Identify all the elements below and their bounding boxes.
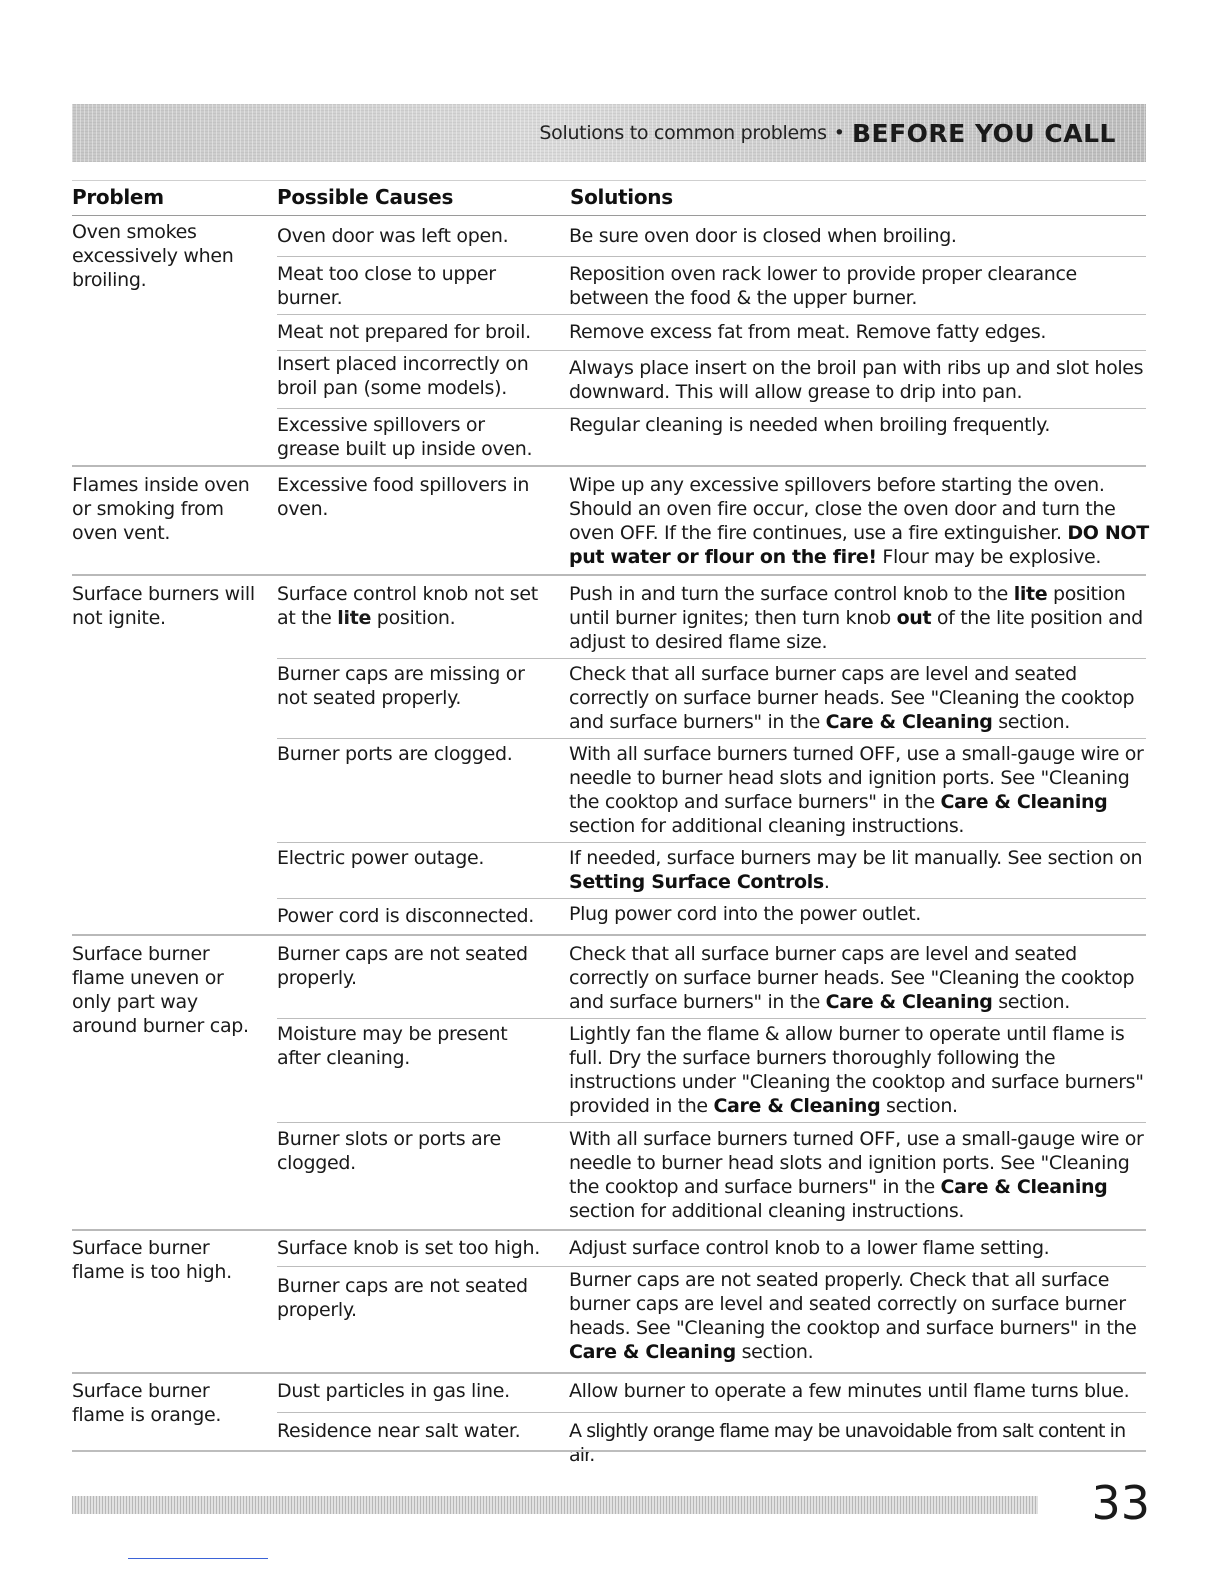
row-divider	[277, 842, 1146, 843]
cause-text: Surface knob is set too high.	[277, 1237, 540, 1259]
problem-text: Flames inside oven or smoking from oven vent.	[72, 474, 250, 544]
group-divider	[72, 465, 1146, 467]
problem-text: Surface burner flame is orange.	[72, 1380, 222, 1426]
solution-text-part: section.	[735, 1341, 814, 1363]
cause-text: Excessive food spillovers in oven.	[277, 474, 530, 520]
group-divider	[72, 934, 1146, 936]
row-divider	[277, 738, 1146, 739]
cause-text-part: position.	[371, 607, 456, 629]
cause-text: Oven door was left open.	[277, 225, 509, 247]
solution-text	[569, 846, 1154, 894]
solution-text-part: If needed, surface burners may be lit manually. See section on	[569, 847, 1143, 869]
problem-text: Surface burner flame uneven or only part way around burner cap.	[72, 943, 249, 1037]
solution-text-part: Check that all surface burner caps are level and seated correctly on surface burner heads. See "Cleaning the cooktop and surface burners" in the	[569, 663, 1135, 733]
cause-text: Burner caps are not seated properly.	[277, 1275, 528, 1321]
solution-text	[569, 473, 1154, 569]
solution-emphasis: Care & Cleaning	[940, 1176, 1108, 1198]
row-divider	[277, 350, 1146, 351]
row-divider	[277, 1122, 1146, 1123]
solution-text-part: of the lite position and adjust to desired flame size.	[569, 607, 1143, 653]
column-header-solutions: Solutions	[570, 185, 673, 209]
solution-text-part: .	[823, 871, 830, 893]
page-number: 33	[1091, 1476, 1150, 1530]
solution-emphasis: Care & Cleaning	[940, 791, 1108, 813]
solution-text	[569, 942, 1154, 1014]
solution-text-part: Push in and turn the surface control knob to the	[569, 583, 1014, 605]
solution-text-part: Lightly fan the flame & allow burner to operate until flame is full. Dry the surface burners thoroughly following the instructions under "Cleaning the cooktop and surface burners" provided in the	[569, 1023, 1144, 1117]
problem-text: Oven smokes excessively when broiling.	[72, 221, 234, 291]
solution-text-part: Flour may be explosive.	[876, 546, 1102, 568]
problem-text: Surface burner flame is too high.	[72, 1237, 232, 1283]
solution-emphasis: DO NOT put water or flour on the fire!	[569, 522, 1149, 568]
solution-text-part: section for additional cleaning instructions.	[569, 815, 965, 837]
solution-text: A slightly orange flame may be unavoidable from salt content in air.	[569, 1420, 1126, 1466]
solution-text-part: position until burner ignites; then turn knob	[569, 583, 1126, 629]
cause-emphasis: lite	[337, 607, 372, 629]
row-divider	[277, 408, 1146, 409]
solution-text: Allow burner to operate a few minutes until flame turns blue.	[569, 1380, 1130, 1402]
group-divider	[72, 574, 1146, 576]
cause-text: Electric power outage.	[277, 847, 485, 869]
row-divider	[277, 898, 1146, 899]
solution-text-part: Check that all surface burner caps are level and seated correctly on surface burner heads. See "Cleaning the cooktop and surface burners" in the	[569, 943, 1135, 1013]
solution-emphasis: out	[896, 607, 932, 629]
cause-text: Residence near salt water.	[277, 1420, 521, 1442]
cause-text: Burner caps are not seated properly.	[277, 943, 528, 989]
footer-mark	[128, 1558, 268, 1559]
solution-text	[569, 662, 1154, 734]
solution-text	[569, 1022, 1154, 1118]
cause-text-part: Surface control knob not set at the	[277, 583, 538, 629]
cause-text	[277, 582, 547, 630]
solution-emphasis: Care & Cleaning	[825, 711, 993, 733]
cause-text: Insert placed incorrectly on broil pan (some models).	[277, 353, 529, 399]
table-bottom-divider	[72, 1450, 1146, 1452]
column-header-causes: Possible Causes	[277, 185, 454, 209]
row-divider	[277, 1266, 1146, 1267]
banner-separator: •	[833, 122, 845, 144]
column-header-problem: Problem	[72, 185, 164, 209]
solution-emphasis: lite	[1013, 583, 1048, 605]
banner-subtitle: Solutions to common problems	[539, 122, 827, 144]
group-divider	[72, 1229, 1146, 1231]
section-banner	[72, 104, 1146, 162]
solution-text: Always place insert on the broil pan with ribs up and slot holes downward. This will allow grease to drip into pan.	[569, 357, 1144, 403]
cause-text: Meat too close to upper burner.	[277, 263, 496, 309]
row-divider	[277, 1018, 1146, 1019]
cause-text: Burner ports are clogged.	[277, 743, 513, 765]
row-divider	[277, 658, 1146, 659]
cause-text: Burner slots or ports are clogged.	[277, 1128, 501, 1174]
problem-text: Surface burners will not ignite.	[72, 583, 255, 629]
solution-text-part: section.	[992, 711, 1070, 733]
solution-text: Adjust surface control knob to a lower flame setting.	[569, 1237, 1050, 1259]
solution-text	[569, 1268, 1154, 1364]
solution-text	[569, 582, 1154, 654]
solution-emphasis: Care & Cleaning	[825, 991, 993, 1013]
solution-text-part: Burner caps are not seated properly. Check that all surface burner caps are level and seated correctly on surface burner heads. See "Cleaning the cooktop and surface burners" in the	[569, 1269, 1137, 1339]
cause-text: Excessive spillovers or grease built up inside oven.	[277, 414, 533, 460]
row-divider	[277, 314, 1146, 315]
solution-text-part: section.	[992, 991, 1070, 1013]
solution-text: Plug power cord into the power outlet.	[569, 903, 921, 925]
solution-text-part: section for additional cleaning instructions.	[569, 1200, 965, 1222]
solution-text-part: Wipe up any excessive spillovers before starting the oven. Should an oven fire occur, close the oven door and turn the oven OFF. If the fire continues, use a fire extinguisher.	[569, 474, 1116, 544]
row-divider	[277, 1412, 1146, 1413]
solution-text-part: section.	[880, 1095, 958, 1117]
cause-text: Moisture may be present after cleaning.	[277, 1023, 508, 1069]
solution-emphasis: Setting Surface Controls	[569, 871, 824, 893]
table-header	[72, 180, 1146, 216]
solution-emphasis: Care & Cleaning	[569, 1341, 736, 1363]
row-divider	[277, 256, 1146, 257]
solution-text: Regular cleaning is needed when broiling frequently.	[569, 414, 1051, 436]
group-divider	[72, 1372, 1146, 1374]
footer-bar	[72, 1496, 1038, 1514]
solution-text	[569, 742, 1154, 838]
solution-text	[569, 1127, 1154, 1223]
solution-text-part: With all surface burners turned OFF, use a small-gauge wire or needle to burner head slots and ignition ports. See "Cleaning the cooktop and surface burners" in the	[569, 743, 1144, 813]
cause-text: Power cord is disconnected.	[277, 905, 535, 927]
cause-text: Meat not prepared for broil.	[277, 321, 531, 343]
solution-text: Reposition oven rack lower to provide proper clearance between the food & the upper burner.	[569, 263, 1077, 309]
solution-text-part: With all surface burners turned OFF, use a small-gauge wire or needle to burner head slots and ignition ports. See "Cleaning the cooktop and surface burners" in the	[569, 1128, 1144, 1198]
cause-text: Burner caps are missing or not seated properly.	[277, 663, 525, 709]
solution-emphasis: Care & Cleaning	[713, 1095, 881, 1117]
cause-text: Dust particles in gas line.	[277, 1380, 510, 1402]
solution-text: Be sure oven door is closed when broiling.	[569, 225, 957, 247]
solution-text: Remove excess fat from meat. Remove fatty edges.	[569, 321, 1047, 343]
banner-title: BEFORE YOU CALL	[851, 118, 1116, 148]
